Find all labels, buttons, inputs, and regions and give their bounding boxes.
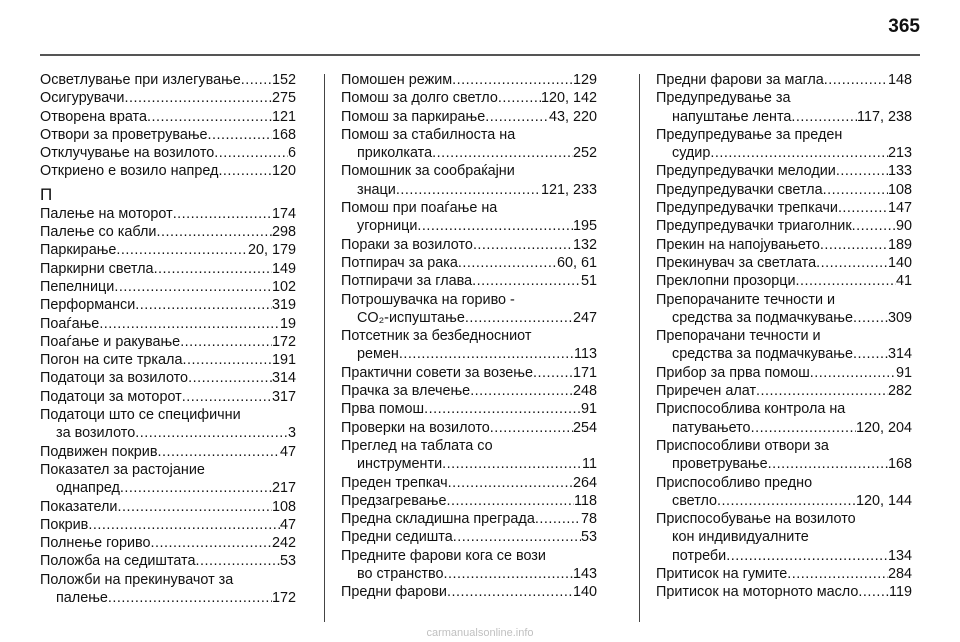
dot-leader — [135, 424, 288, 442]
entry-term: Препорачаните течности и — [656, 291, 836, 308]
entry-term: Предни фарови за магла — [656, 72, 824, 88]
entry-term: Потсетник за безбедносниот — [341, 328, 532, 345]
entry-term: Проверки на возилото — [341, 419, 490, 436]
index-entry — [656, 327, 912, 364]
dot-leader — [117, 498, 272, 516]
dot-leader — [124, 89, 272, 107]
index-entry — [40, 406, 296, 443]
dot-leader — [114, 278, 272, 296]
entry-page-ref: 118 — [574, 492, 597, 509]
entry-term: Показател за растојание — [40, 461, 205, 478]
entry-term: Преклопни прозорци — [656, 273, 796, 290]
index-entry — [656, 71, 912, 89]
entry-term: Предупредување за — [656, 90, 791, 107]
dot-leader — [458, 254, 557, 272]
index-entry — [40, 162, 296, 180]
index-entry — [341, 126, 597, 163]
dot-leader — [858, 583, 889, 601]
entry-term: Прекинувач за светлата — [656, 254, 817, 271]
dot-leader — [154, 260, 272, 278]
entry-term: Предните фарови кога се вози — [341, 547, 546, 564]
index-entry — [40, 388, 296, 406]
index-entry — [656, 162, 912, 180]
index-entry — [40, 552, 296, 570]
dot-leader — [473, 236, 573, 254]
entry-page-ref: 51 — [580, 273, 597, 290]
entry-page-ref: 242 — [271, 535, 296, 552]
index-entry — [341, 547, 597, 584]
entry-term: Предупредување за преден — [656, 126, 843, 143]
dot-leader — [399, 345, 574, 363]
entry-term: Паркирни светла — [40, 260, 154, 277]
index-entry — [40, 296, 296, 314]
entry-term: Помош за паркирање — [341, 108, 486, 125]
column-divider — [639, 74, 640, 622]
entry-term: Показатели — [40, 498, 118, 515]
entry-term: Прва помош — [341, 401, 425, 418]
entry-term: Помошник за сообраќајни — [341, 163, 515, 180]
dot-leader — [214, 144, 288, 162]
dot-leader — [452, 71, 573, 89]
entry-page-ref: 247 — [572, 309, 597, 326]
watermark: carmanualsonline.info — [426, 627, 534, 639]
index-entry — [40, 71, 296, 89]
dot-leader — [490, 419, 573, 437]
index-entry — [40, 351, 296, 369]
entry-term: Потрошувачка на гориво - — [341, 291, 515, 308]
dot-leader — [147, 108, 272, 126]
index-entry — [341, 89, 597, 107]
entry-page-ref: 309 — [887, 309, 912, 326]
entry-page-ref: 41 — [895, 273, 912, 290]
entry-page-ref: 113 — [574, 346, 597, 363]
index-entry — [656, 437, 912, 474]
dot-leader — [88, 516, 280, 534]
index-entry — [341, 272, 597, 290]
dot-leader — [218, 162, 272, 180]
index-entry — [40, 534, 296, 552]
index-entry — [341, 236, 597, 254]
index-entry — [341, 162, 597, 199]
entry-page-ref: 133 — [887, 163, 912, 180]
entry-page-ref: 19 — [279, 315, 296, 332]
entry-term: Приспособливи отвори за — [656, 437, 829, 454]
dot-leader — [852, 217, 896, 235]
entry-term: Предни фарови — [341, 584, 447, 601]
dot-leader — [751, 419, 856, 437]
dot-leader — [417, 217, 573, 235]
index-entry — [40, 315, 296, 333]
index-entry — [656, 236, 912, 254]
entry-term: Погон на сите тркала — [40, 352, 183, 369]
dot-leader — [208, 126, 272, 144]
entry-page-ref: 20, 179 — [247, 242, 296, 259]
index-entry — [341, 400, 597, 418]
entry-term: Приспособување на возилото — [656, 511, 856, 528]
dot-leader — [241, 71, 272, 89]
dot-leader — [396, 181, 541, 199]
dot-leader — [465, 309, 573, 327]
entry-term: Предна складишна преграда — [341, 511, 535, 528]
entry-page-ref: 140 — [887, 254, 912, 271]
dot-leader — [853, 345, 888, 363]
entry-term: Помошен режим — [341, 72, 453, 88]
entry-page-ref: 119 — [889, 584, 912, 601]
entry-page-ref: 314 — [887, 346, 912, 363]
dot-leader — [424, 400, 581, 418]
page-number: 365 — [888, 16, 920, 37]
index-entry — [40, 516, 296, 534]
entry-page-ref: 189 — [887, 236, 912, 253]
index-entry — [656, 565, 912, 583]
entry-page-ref: 53 — [580, 529, 597, 546]
entry-term: Податоци за моторот — [40, 388, 182, 405]
entry-term: Осветлување при излегување — [40, 72, 241, 88]
entry-term: однапред — [56, 480, 120, 497]
index-entry — [656, 364, 912, 382]
index-entry — [656, 126, 912, 163]
entry-page-ref: 60, 61 — [556, 254, 597, 271]
dot-leader — [535, 510, 581, 528]
entry-term: Преден трепкач — [341, 474, 448, 491]
entry-term: судир — [672, 145, 711, 162]
entry-term: Поаѓање — [40, 315, 100, 332]
index-entry — [656, 181, 912, 199]
entry-term: Податоци за возилото — [40, 370, 189, 387]
entry-page-ref: 120, 144 — [855, 492, 912, 509]
entry-term: Палење на моторот — [40, 205, 173, 222]
index-entry — [40, 333, 296, 351]
dot-leader — [791, 108, 857, 126]
dot-leader — [116, 241, 248, 259]
entry-term: Прачка за влечење — [341, 383, 471, 400]
entry-page-ref: 11 — [582, 456, 597, 473]
entry-term: Отворена врата — [40, 108, 147, 125]
dot-leader — [787, 565, 888, 583]
index-entry — [40, 498, 296, 516]
index-entry — [341, 71, 597, 89]
entry-page-ref: 168 — [887, 456, 912, 473]
entry-term: Пораки за возилото — [341, 236, 473, 253]
entry-term: средства за подмачкување — [672, 309, 853, 326]
entry-term: Положби на прекинувачот за — [40, 571, 234, 588]
index-entry — [40, 241, 296, 259]
entry-term: Преглед на таблата со — [341, 437, 493, 454]
index-entry — [341, 474, 597, 492]
entry-page-ref: 134 — [887, 547, 912, 564]
entry-page-ref: 174 — [271, 205, 296, 222]
dot-leader — [810, 364, 896, 382]
dot-leader — [173, 205, 272, 223]
entry-term: Полнење гориво — [40, 535, 151, 552]
index-column-2 — [341, 71, 597, 602]
entry-page-ref: 217 — [271, 480, 296, 497]
entry-page-ref: 129 — [572, 72, 597, 88]
entry-term: Пепелници — [40, 278, 115, 295]
dot-leader — [710, 144, 888, 162]
dot-leader — [135, 296, 272, 314]
index-entry — [341, 510, 597, 528]
dot-leader — [498, 89, 541, 107]
entry-term: за возилото — [56, 425, 136, 442]
entry-term: приколката — [357, 145, 433, 162]
dot-leader — [151, 534, 272, 552]
entry-page-ref: 90 — [895, 218, 912, 235]
entry-page-ref: 102 — [271, 278, 296, 295]
entry-term: потреби — [672, 547, 727, 564]
index-entry — [656, 272, 912, 290]
entry-page-ref: 120, 142 — [540, 90, 597, 107]
entry-term: CO₂-испуштање — [357, 309, 465, 326]
entry-page-ref: 6 — [287, 145, 296, 162]
entry-page-ref: 47 — [279, 516, 296, 533]
entry-term: Предупредувачки триаголник — [656, 218, 852, 235]
index-entry — [40, 126, 296, 144]
entry-term: Положба на седиштата — [40, 553, 196, 570]
entry-page-ref: 47 — [279, 443, 296, 460]
dot-leader — [453, 528, 581, 546]
dot-leader — [824, 71, 888, 89]
entry-page-ref: 140 — [572, 584, 597, 601]
entry-page-ref: 252 — [572, 145, 597, 162]
entry-term: светло — [672, 492, 718, 509]
entry-page-ref: 91 — [580, 401, 597, 418]
index-entry — [341, 528, 597, 546]
index-entry — [40, 443, 296, 461]
dot-leader — [816, 254, 888, 272]
dot-leader — [120, 479, 272, 497]
index-entry — [656, 291, 912, 328]
entry-page-ref: 254 — [572, 419, 597, 436]
dot-leader — [796, 272, 896, 290]
dot-leader — [485, 108, 549, 126]
entry-page-ref: 191 — [271, 352, 296, 369]
index-entry — [40, 461, 296, 498]
index-entry — [656, 89, 912, 126]
entry-page-ref: 78 — [580, 511, 597, 528]
entry-term: инструменти — [357, 456, 443, 473]
dot-leader — [180, 333, 272, 351]
entry-page-ref: 149 — [271, 260, 296, 277]
entry-page-ref: 317 — [271, 388, 296, 405]
index-entry — [40, 369, 296, 387]
entry-page-ref: 282 — [887, 383, 912, 400]
entry-page-ref: 264 — [572, 474, 597, 491]
index-entry — [656, 217, 912, 235]
entry-term: палење — [56, 590, 108, 607]
entry-term: Паркирање — [40, 242, 117, 259]
entry-page-ref: 43, 220 — [548, 108, 597, 125]
entry-page-ref: 298 — [271, 224, 296, 241]
entry-page-ref: 172 — [271, 333, 296, 350]
entry-page-ref: 108 — [271, 498, 296, 515]
dot-leader — [99, 315, 280, 333]
dot-leader — [442, 455, 582, 473]
entry-term: во странство — [357, 566, 444, 583]
entry-page-ref: 3 — [287, 425, 296, 442]
entry-term: Практични совети за возење — [341, 364, 533, 381]
entry-term: Предупредувачки светла — [656, 181, 823, 198]
entry-term: Предзагревање — [341, 492, 447, 509]
dot-leader — [157, 443, 280, 461]
index-entry — [341, 382, 597, 400]
dot-leader — [448, 474, 573, 492]
index-entry — [40, 108, 296, 126]
section-letter: П — [40, 184, 53, 204]
dot-leader — [756, 382, 888, 400]
entry-page-ref: 195 — [572, 218, 597, 235]
entry-term: Потпирачи за глава — [341, 273, 473, 290]
dot-leader — [182, 351, 272, 369]
dot-leader — [470, 382, 573, 400]
entry-page-ref: 148 — [887, 72, 912, 88]
dot-leader — [156, 223, 272, 241]
dot-leader — [853, 309, 888, 327]
index-entry — [40, 89, 296, 107]
entry-term: Прекин на напојувањето — [656, 236, 820, 253]
entry-term: патувањето — [672, 419, 751, 436]
column-divider — [324, 74, 325, 622]
dot-leader — [447, 583, 573, 601]
index-entry — [341, 583, 597, 601]
entry-term: Предупредувачки мелодии — [656, 163, 836, 180]
entry-page-ref: 53 — [279, 553, 296, 570]
entry-term: Отвори за проветрување — [40, 126, 208, 143]
entry-term: Покрив — [40, 516, 89, 533]
entry-term: Прибор за прва помош — [656, 364, 810, 381]
index-entry — [656, 382, 912, 400]
entry-term: Потпирач за рака — [341, 254, 458, 271]
dot-leader — [196, 552, 280, 570]
entry-term: Подвижен покрив — [40, 443, 158, 460]
dot-leader — [446, 492, 574, 510]
index-entry — [341, 199, 597, 236]
dot-leader — [836, 162, 888, 180]
dot-leader — [823, 181, 888, 199]
index-entry — [40, 205, 296, 223]
entry-term: Помош за долго светло — [341, 90, 498, 107]
entry-term: Откриено е возило напред — [40, 163, 219, 180]
entry-term: угорници — [357, 218, 418, 235]
entry-page-ref: 172 — [271, 590, 296, 607]
entry-page-ref: 120, 204 — [855, 419, 912, 436]
index-column-1 — [40, 71, 296, 607]
entry-page-ref: 213 — [887, 145, 912, 162]
index-entry — [40, 278, 296, 296]
entry-page-ref: 171 — [572, 364, 597, 381]
index-entry — [656, 510, 912, 565]
dot-leader — [768, 455, 888, 473]
index-entry — [40, 144, 296, 162]
entry-term: кон индивидуалните — [672, 529, 809, 546]
dot-leader — [820, 236, 888, 254]
entry-page-ref: 108 — [887, 181, 912, 198]
entry-page-ref: 121 — [271, 108, 296, 125]
entry-term: Приспособливо предно — [656, 474, 813, 491]
entry-page-ref: 248 — [572, 383, 597, 400]
entry-page-ref: 120 — [271, 163, 296, 180]
dot-leader — [108, 589, 272, 607]
header-rule — [40, 54, 920, 56]
index-entry — [341, 419, 597, 437]
entry-page-ref: 117, 238 — [857, 108, 912, 125]
index-entry — [656, 583, 912, 601]
index-entry — [656, 400, 912, 437]
entry-term: Предупредувачки трепкачи — [656, 200, 838, 217]
index-entry — [341, 364, 597, 382]
entry-term: напуштање лента — [672, 108, 792, 125]
entry-page-ref: 132 — [572, 236, 597, 253]
entry-term: Поаѓање и ракување — [40, 333, 181, 350]
dot-leader — [188, 369, 272, 387]
entry-term: Притисок на моторното масло — [656, 584, 859, 601]
dot-leader — [726, 547, 888, 565]
entry-term: Перформанси — [40, 297, 136, 314]
entry-term: ремен — [357, 346, 399, 363]
dot-leader — [717, 492, 856, 510]
entry-term: Предни седишта — [341, 529, 453, 546]
index-entry — [40, 223, 296, 241]
index-entry — [656, 254, 912, 272]
entry-term: Отклучување на возилото — [40, 145, 215, 162]
index-entry — [656, 474, 912, 511]
index-entry — [341, 492, 597, 510]
index-entry — [40, 260, 296, 278]
entry-term: Приречен алат — [656, 383, 757, 400]
entry-term: Податоци што се специфични — [40, 407, 241, 424]
entry-page-ref: 152 — [271, 72, 296, 88]
index-entry — [341, 327, 597, 364]
entry-term: средства за подмачкување — [672, 346, 853, 363]
index-entry — [656, 199, 912, 217]
index-entry — [341, 254, 597, 272]
entry-term: проветрување — [672, 456, 768, 473]
dot-leader — [182, 388, 272, 406]
entry-page-ref: 314 — [271, 370, 296, 387]
entry-page-ref: 91 — [895, 364, 912, 381]
entry-term: Осигурувачи — [40, 90, 125, 107]
entry-page-ref: 319 — [271, 297, 296, 314]
dot-leader — [533, 364, 573, 382]
dot-leader — [838, 199, 888, 217]
entry-term: Палење со кабли — [40, 224, 157, 241]
entry-page-ref: 147 — [887, 200, 912, 217]
entry-term: Помош за стабилноста на — [341, 126, 516, 143]
entry-term: Приспособлива контрола на — [656, 401, 846, 418]
dot-leader — [432, 144, 573, 162]
entry-page-ref: 284 — [887, 566, 912, 583]
entry-page-ref: 121, 233 — [540, 181, 597, 198]
entry-term: Притисок на гумите — [656, 566, 788, 583]
entry-term: знаци — [357, 181, 396, 198]
index-column-3 — [656, 71, 912, 602]
dot-leader — [444, 565, 573, 583]
dot-leader — [472, 272, 581, 290]
index-entry — [341, 108, 597, 126]
index-entry — [341, 291, 597, 328]
entry-page-ref: 275 — [271, 90, 296, 107]
entry-page-ref: 143 — [572, 566, 597, 583]
index-entry — [40, 571, 296, 608]
entry-term: Помош при поаѓање на — [341, 200, 498, 217]
entry-page-ref: 168 — [271, 126, 296, 143]
index-entry — [341, 437, 597, 474]
entry-term: Препорачани течности и — [656, 328, 821, 345]
